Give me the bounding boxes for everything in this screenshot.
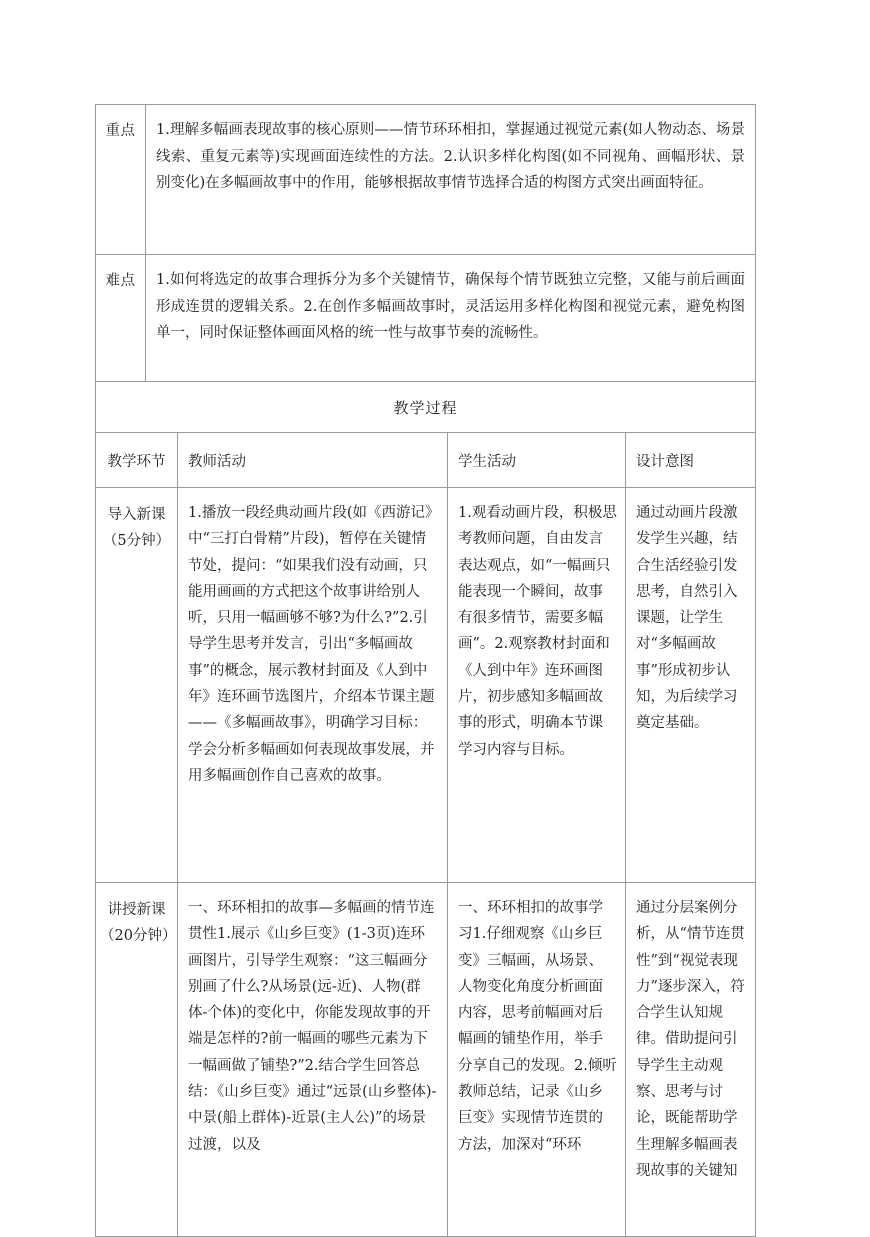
process-header-row bbox=[96, 433, 756, 488]
stage-cell: 导入新课（5分钟） bbox=[96, 488, 178, 883]
key-points-text: 1.理解多幅画表现故事的核心原则——情节环环相扣，掌握通过视觉元素(如人物动态、场景线索、重复元素等)实现画面连续性的方法。2.认识多样化构图(如不同视角、画幅形状、景别变化)在多幅画故事中的作用，能够根据故事情节选择合适的构图方式突出画面特征。 bbox=[146, 105, 756, 255]
stage-cell: 讲授新课（20分钟） bbox=[96, 883, 178, 1237]
lesson-plan-table bbox=[95, 104, 756, 1237]
key-points-row bbox=[96, 105, 756, 255]
table-row bbox=[96, 488, 756, 883]
teacher-activity-text: 一、环环相扣的故事—多幅画的情节连贯性1.展示《山乡巨变》(1-3页)连环画图片，引导学生观察：“这三幅画分别画了什么?从场景(远-近)、人物(群体-个体)的变化中，你能发现故事的开端是怎样的?前一幅画的哪些元素为下一幅画做了铺垫?”2.结合学生回答总结：《山乡巨变》通过“远景(山乡整体)-中景(船上群体)-近景(主人公)”的场景过渡，以及 bbox=[188, 900, 437, 1153]
header-intent: 设计意图 bbox=[626, 433, 756, 488]
difficulties-row bbox=[96, 255, 756, 382]
design-intent-cell bbox=[626, 883, 756, 1237]
design-intent-text: 通过分层案例分析，从“情节连贯性”到“视觉表现力”逐步深入，符合学生认知规律。借助提问引导学生主动观察、思考与讨论，既能帮助学生理解多幅画表现故事的关键知 bbox=[636, 900, 745, 1179]
key-points-label: 重点 bbox=[96, 105, 146, 255]
process-title: 教学过程 bbox=[96, 382, 756, 433]
teacher-activity-cell: 1.播放一段经典动画片段(如《西游记》中“三打白骨精”片段)，暂停在关键情节处，提问：“如果我们没有动画，只能用画画的方式把这个故事讲给别人听，只用一幅画够不够?为什么?”2.引导学生思考并发言，引出“多幅画故事”的概念，展示教材封面及《人到中年》连环画节选图片，介绍本节课主题——《多幅画故事》，明确学习目标：学会分析多幅画如何表现故事发展，并用多幅画创作自己喜欢的故事。 bbox=[178, 488, 448, 883]
teacher-activity-cell bbox=[178, 883, 448, 1237]
design-intent-cell: 通过动画片段激发学生兴趣，结合生活经验引发思考，自然引入课题，让学生对“多幅画故事”形成初步认知，为后续学习奠定基础。 bbox=[626, 488, 756, 883]
difficulties-text: 1.如何将选定的故事合理拆分为多个关键情节，确保每个情节既独立完整，又能与前后画面形成连贯的逻辑关系。2.在创作多幅画故事时，灵活运用多样化构图和视觉元素，避免构图单一，同时保证整体画面风格的统一性与故事节奏的流畅性。 bbox=[146, 255, 756, 382]
header-student: 学生活动 bbox=[448, 433, 626, 488]
difficulties-label: 难点 bbox=[96, 255, 146, 382]
header-teacher: 教师活动 bbox=[178, 433, 448, 488]
student-activity-cell bbox=[448, 883, 626, 1237]
student-activity-cell: 1.观看动画片段，积极思考教师问题，自由发言表达观点，如“一幅画只能表现一个瞬间，故事有很多情节，需要多幅画”。2.观察教材封面和《人到中年》连环画图片，初步感知多幅画故事的形式，明确本节课学习内容与目标。 bbox=[448, 488, 626, 883]
header-stage: 教学环节 bbox=[96, 433, 178, 488]
student-activity-text: 一、环环相扣的故事学习1.仔细观察《山乡巨变》三幅画，从场景、人物变化角度分析画面内容，思考前幅画对后幅画的铺垫作用，举手分享自己的发现。2.倾听教师总结，记录《山乡巨变》实现情节连贯的方法，加深对“环环 bbox=[458, 900, 617, 1153]
process-title-row bbox=[96, 382, 756, 433]
table-row bbox=[96, 883, 756, 1237]
